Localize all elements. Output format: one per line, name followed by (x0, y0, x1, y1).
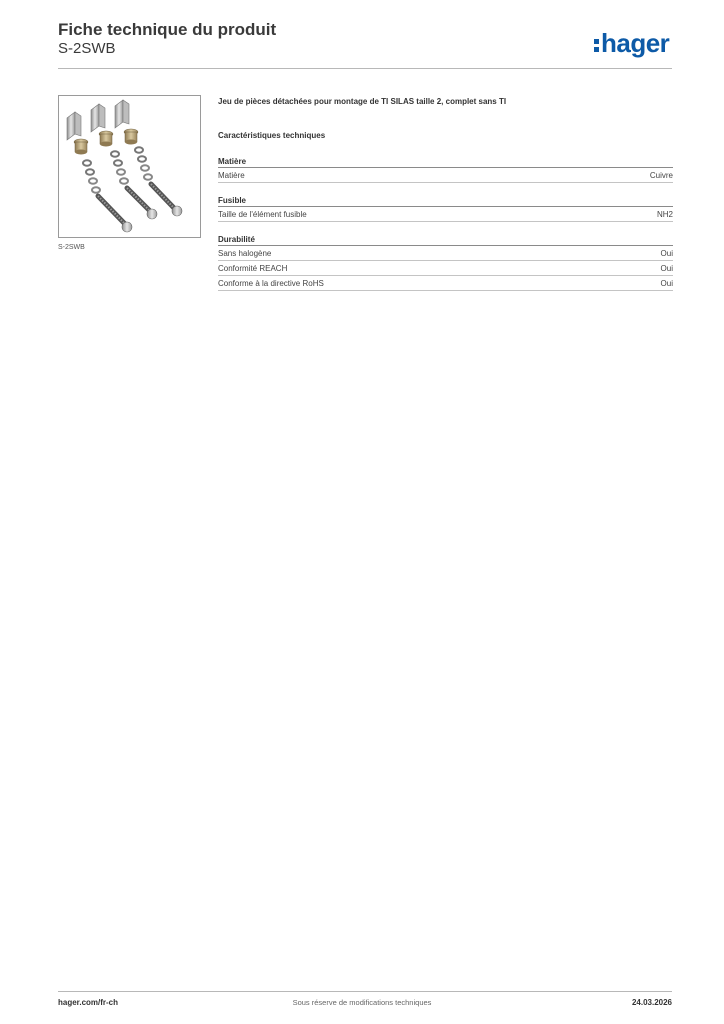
spec-value: Cuivre (649, 171, 673, 180)
spec-label: Conformité REACH (218, 264, 288, 273)
product-image (58, 95, 201, 238)
spec-row (218, 208, 673, 222)
logo-text: hager (601, 28, 670, 58)
terminal-kit-illustration (59, 96, 200, 237)
spec-value: Oui (660, 249, 673, 258)
spec-group-fuse (218, 195, 673, 222)
spec-label: Taille de l'élément fusible (218, 210, 307, 219)
spec-value: NH2 (656, 210, 673, 219)
footer-divider (58, 991, 672, 992)
footer-website-link[interactable]: hager.com/fr-ch (58, 998, 119, 1007)
spec-value: Oui (660, 279, 673, 288)
spec-group-durability (218, 234, 673, 291)
hager-logo[interactable] (594, 28, 669, 58)
spec-label: Matière (218, 171, 245, 180)
product-code: S-2SWB (58, 40, 116, 57)
spec-row (218, 247, 673, 261)
logo-colon-icon (594, 35, 600, 53)
image-caption: S-2SWB (58, 244, 85, 251)
page-title: Fiche technique du produit (58, 20, 277, 39)
spec-row (218, 277, 673, 291)
footer-date: 24.03.2026 (631, 998, 672, 1007)
spec-label: Conforme à la directive RoHS (218, 279, 324, 288)
spec-value: Oui (660, 264, 673, 273)
spec-group-material (218, 156, 673, 183)
footer-disclaimer: Sous réserve de modifications techniques (292, 998, 432, 1007)
spec-group-title: Fusible (218, 195, 673, 207)
terminal-set-3 (115, 100, 182, 216)
header-divider (58, 68, 672, 69)
spec-label: Sans halogène (218, 249, 272, 258)
specs-section-title: Caractéristiques techniques (218, 131, 326, 140)
spec-group-title: Matière (218, 156, 673, 168)
product-description: Jeu de pièces détachées pour montage de TI SILAS taille 2, complet sans TI (218, 97, 507, 106)
spec-group-title: Durabilité (218, 234, 673, 246)
spec-row (218, 262, 673, 276)
terminal-set-1 (67, 112, 132, 232)
spec-row (218, 169, 673, 183)
